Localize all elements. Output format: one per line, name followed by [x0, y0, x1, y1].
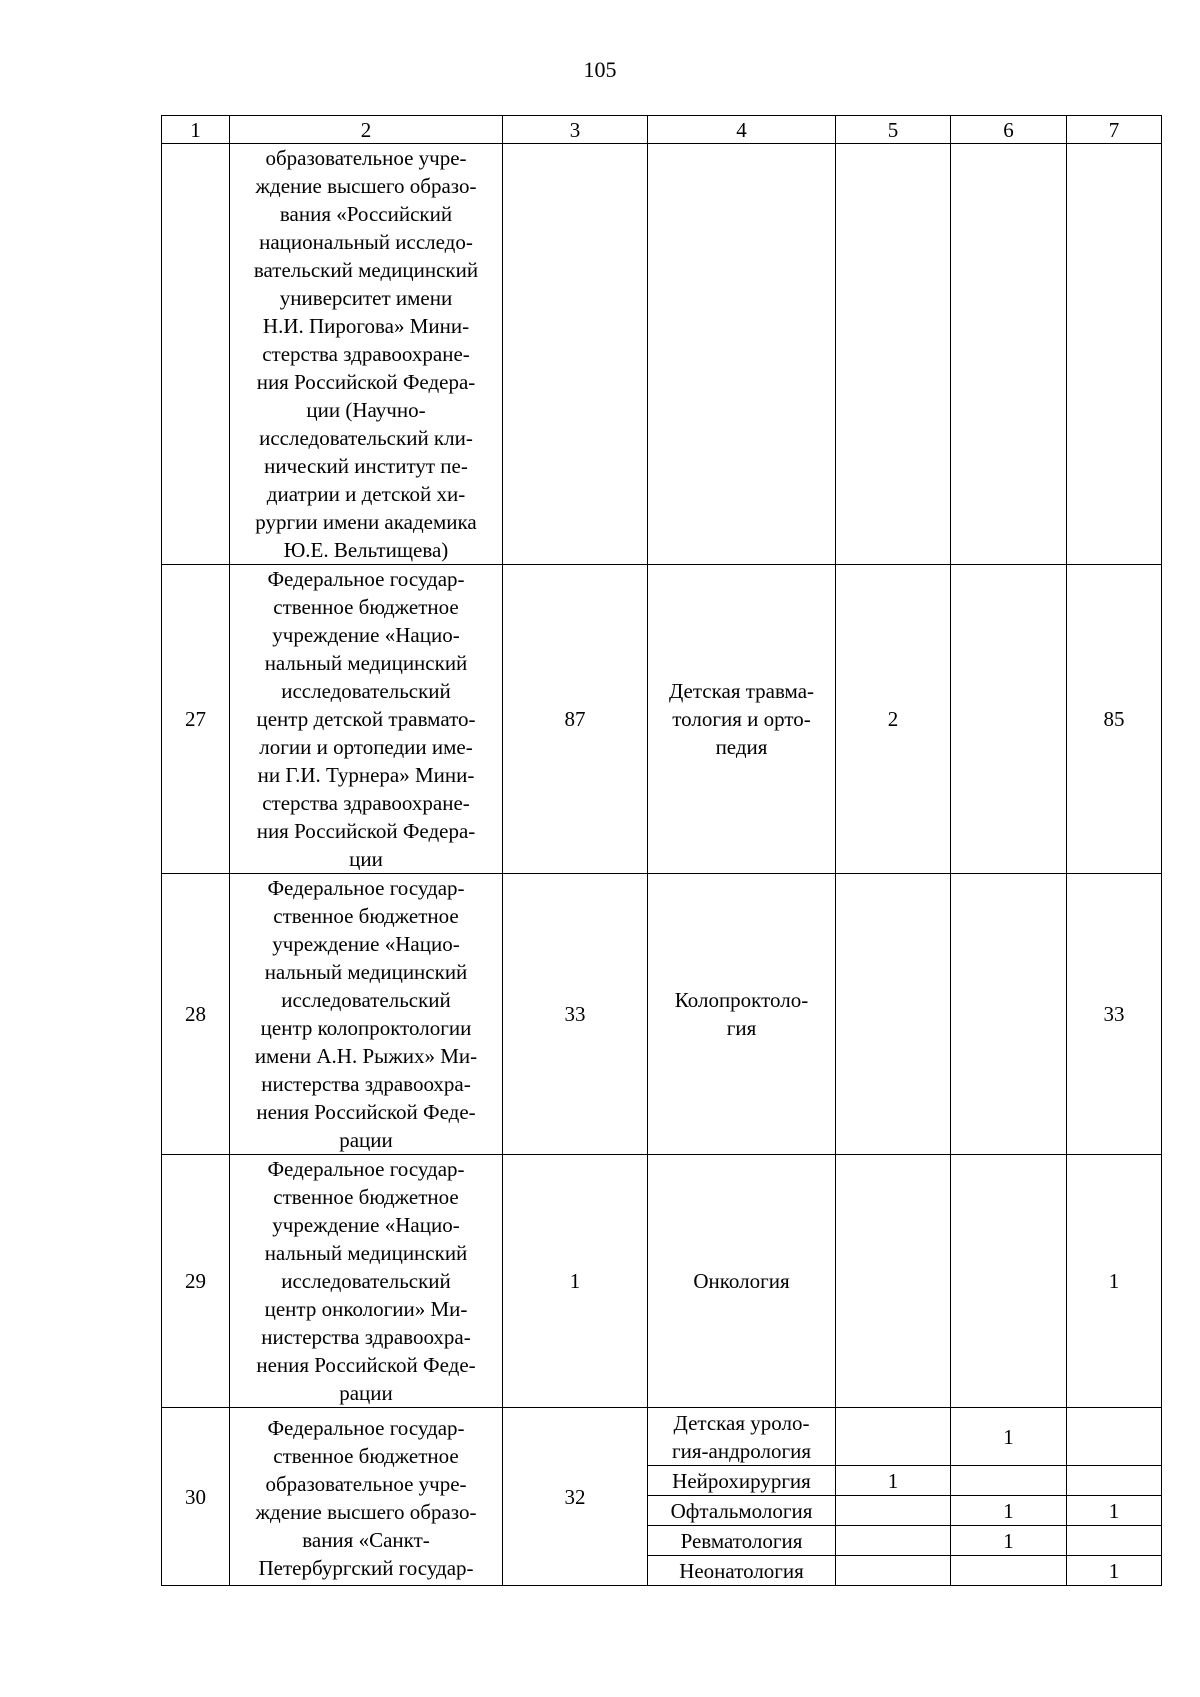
specialty: Офтальмология — [648, 1496, 836, 1526]
col7-value: 85 — [1067, 565, 1162, 874]
col7-value: 33 — [1067, 874, 1162, 1155]
total-count: 32 — [503, 1408, 648, 1586]
row-number: 27 — [162, 565, 230, 874]
total-count: 33 — [503, 874, 648, 1155]
col7-value — [1067, 1526, 1162, 1556]
col5-value — [836, 1155, 951, 1408]
header-row — [162, 116, 1162, 144]
organization-name: Федеральное государ- ственное бюджетное учреждение «Нацио- нальный медицинский исследовательский центр детской травмато- логии и ортопедии име- ни Г.И. Турнера» Мини- стерства здравоохране- ния Российской Федера- ции — [230, 565, 503, 874]
col7-value — [1067, 1408, 1162, 1466]
col6-value — [951, 144, 1067, 565]
col7-value: 1 — [1067, 1155, 1162, 1408]
organization-name: Федеральное государ- ственное бюджетное учреждение «Нацио- нальный медицинский исследовательский центр онкологии» Ми- нистерства здравоохра- нения Российской Феде- рации — [230, 1155, 503, 1408]
col6-value — [951, 1466, 1067, 1496]
col5-value: 2 — [836, 565, 951, 874]
col6-value — [951, 565, 1067, 874]
header-cell: 6 — [951, 116, 1067, 144]
col7-value: 1 — [1067, 1496, 1162, 1526]
header-cell: 3 — [503, 116, 648, 144]
col6-value — [951, 1155, 1067, 1408]
col6-value: 1 — [951, 1496, 1067, 1526]
specialty: Детская уроло- гия-андрология — [648, 1408, 836, 1466]
header-cell: 2 — [230, 116, 503, 144]
total-count: 87 — [503, 565, 648, 874]
specialty: Онкология — [648, 1155, 836, 1408]
specialty: Детская травма- тология и орто- педия — [648, 565, 836, 874]
col6-value — [951, 1556, 1067, 1586]
col5-value — [836, 1556, 951, 1586]
specialty: Ревматология — [648, 1526, 836, 1556]
table-row — [162, 565, 1162, 874]
header-cell: 4 — [648, 116, 836, 144]
specialty: Колопроктоло- гия — [648, 874, 836, 1155]
col5-value — [836, 874, 951, 1155]
col7-value: 1 — [1067, 1556, 1162, 1586]
header-cell: 1 — [162, 116, 230, 144]
table-row — [162, 1155, 1162, 1408]
row-number: 30 — [162, 1408, 230, 1586]
col7-value — [1067, 1466, 1162, 1496]
header-cell: 7 — [1067, 116, 1162, 144]
organization-name: Федеральное государ- ственное бюджетное учреждение «Нацио- нальный медицинский исследовательский центр колопроктологии имени А.Н. Рыжих» Ми- нистерства здравоохра- нения Российской Феде- рации — [230, 874, 503, 1155]
col5-value — [836, 144, 951, 565]
col5-value — [836, 1408, 951, 1466]
row-number — [162, 144, 230, 565]
row-number: 29 — [162, 1155, 230, 1408]
row-number: 28 — [162, 874, 230, 1155]
col7-value — [1067, 144, 1162, 565]
table-row — [162, 874, 1162, 1155]
page-number: 105 — [583, 57, 617, 82]
col6-value: 1 — [951, 1526, 1067, 1556]
col6-value: 1 — [951, 1408, 1067, 1466]
specialty — [648, 144, 836, 565]
table-row — [162, 144, 1162, 565]
table-row — [162, 1408, 1162, 1466]
data-table — [161, 115, 1162, 1586]
header-cell: 5 — [836, 116, 951, 144]
specialty: Нейрохирургия — [648, 1466, 836, 1496]
organization-name: образовательное учре- ждение высшего образо- вания «Российский национальный исследо- вательский медицинский университет имени Н.И. Пирогова» Мини- стерства здравоохране- ния Российской Федера- ции (Научно- исследовательский кли- нический институт пе- диатрии и детской хи- рургии имени академика Ю.Е. Вельтищева) — [230, 144, 503, 565]
specialty: Неонатология — [648, 1556, 836, 1586]
col5-value — [836, 1496, 951, 1526]
total-count: 1 — [503, 1155, 648, 1408]
col5-value — [836, 1526, 951, 1556]
col6-value — [951, 874, 1067, 1155]
organization-name: Федеральное государ- ственное бюджетное образовательное учре- ждение высшего образо- вания «Санкт- Петербургский государ- — [230, 1408, 503, 1586]
total-count — [503, 144, 648, 565]
col5-value: 1 — [836, 1466, 951, 1496]
